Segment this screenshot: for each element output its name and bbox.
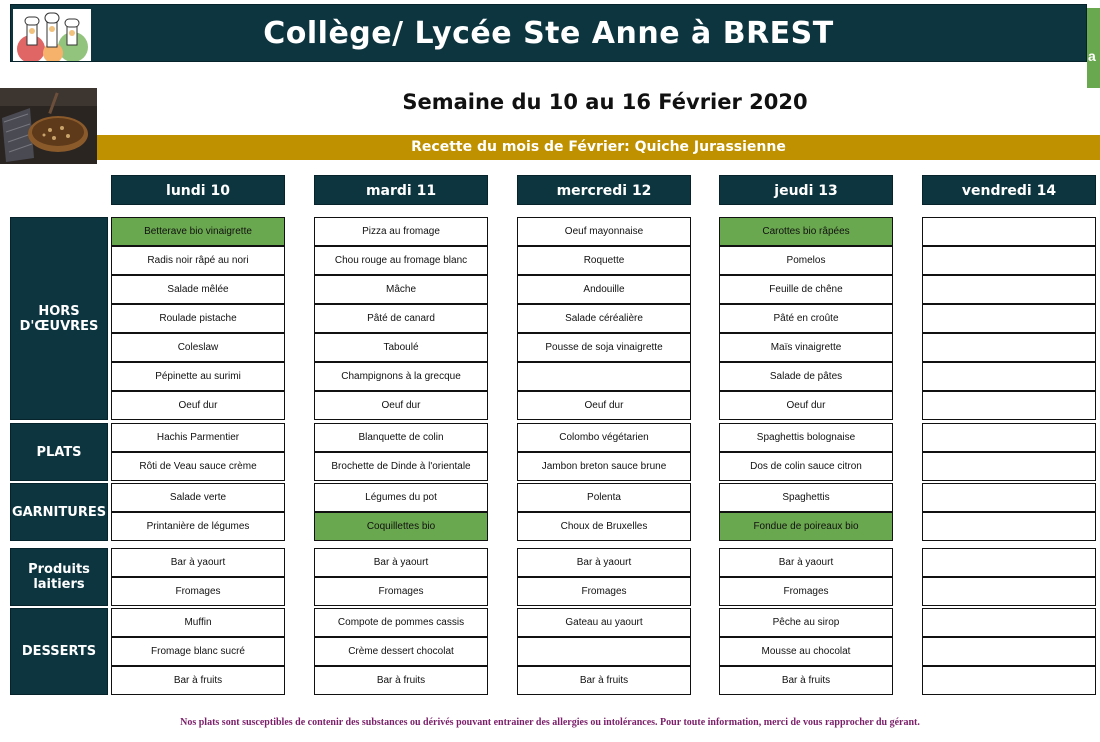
menu-cell: Rôti de Veau sauce crème bbox=[111, 452, 285, 481]
menu-cell: Bar à fruits bbox=[314, 666, 488, 695]
menu-cell: Hachis Parmentier bbox=[111, 423, 285, 452]
menu-cell: Muffin bbox=[111, 608, 285, 637]
menu-cell: Colombo végétarien bbox=[517, 423, 691, 452]
side-tab bbox=[1087, 8, 1100, 88]
menu-cell: Fromage blanc sucré bbox=[111, 637, 285, 666]
menu-cell: Salade mêlée bbox=[111, 275, 285, 304]
menu-cell: Fondue de poireaux bio bbox=[719, 512, 893, 541]
menu-cell: Roulade pistache bbox=[111, 304, 285, 333]
menu-cell bbox=[922, 423, 1096, 452]
day-header-jeudi: jeudi 13 bbox=[719, 175, 893, 205]
quiche-photo-icon bbox=[0, 88, 97, 164]
menu-cell: Légumes du pot bbox=[314, 483, 488, 512]
menu-cell: Chou rouge au fromage blanc bbox=[314, 246, 488, 275]
menu-cell bbox=[922, 483, 1096, 512]
category-garnitures: GARNITURES bbox=[10, 483, 108, 541]
menu-cell: Dos de colin sauce citron bbox=[719, 452, 893, 481]
menu-cell bbox=[922, 391, 1096, 420]
menu-cell: Bar à yaourt bbox=[719, 548, 893, 577]
menu-cell: Choux de Bruxelles bbox=[517, 512, 691, 541]
menu-cell bbox=[922, 362, 1096, 391]
menu-cell bbox=[922, 333, 1096, 362]
menu-cell: Champignons à la grecque bbox=[314, 362, 488, 391]
menu-cell: Gateau au yaourt bbox=[517, 608, 691, 637]
menu-cell: Polenta bbox=[517, 483, 691, 512]
menu-cell: Fromages bbox=[314, 577, 488, 606]
menu-cell: Taboulé bbox=[314, 333, 488, 362]
menu-cell: Pâté en croûte bbox=[719, 304, 893, 333]
menu-cell bbox=[922, 246, 1096, 275]
menu-cell: Jambon breton sauce brune bbox=[517, 452, 691, 481]
menu-cell: Brochette de Dinde à l'orientale bbox=[314, 452, 488, 481]
recipe-banner-text: Recette du mois de Février: Quiche Jurassienne bbox=[411, 139, 786, 155]
menu-cell bbox=[922, 304, 1096, 333]
day-header-vendredi: vendredi 14 bbox=[922, 175, 1096, 205]
menu-cell: Compote de pommes cassis bbox=[314, 608, 488, 637]
menu-cell: Pâté de canard bbox=[314, 304, 488, 333]
menu-cell: Oeuf dur bbox=[111, 391, 285, 420]
menu-cell: Roquette bbox=[517, 246, 691, 275]
menu-cell: Oeuf mayonnaise bbox=[517, 217, 691, 246]
menu-cell: Salade verte bbox=[111, 483, 285, 512]
menu-cell bbox=[922, 275, 1096, 304]
category-hors-doeuvres: HORS D'ŒUVRES bbox=[10, 217, 108, 420]
menu-cell bbox=[922, 577, 1096, 606]
category-produits-laitiers: Produits laitiers bbox=[10, 548, 108, 606]
menu-cell bbox=[517, 362, 691, 391]
menu-cell bbox=[922, 666, 1096, 695]
menu-cell bbox=[517, 637, 691, 666]
menu-cell: Fromages bbox=[719, 577, 893, 606]
page-title: Collège/ Lycée Ste Anne à BREST bbox=[263, 16, 834, 51]
menu-cell bbox=[922, 608, 1096, 637]
menu-cell: Oeuf dur bbox=[314, 391, 488, 420]
menu-cell: Bar à yaourt bbox=[314, 548, 488, 577]
menu-cell: Andouille bbox=[517, 275, 691, 304]
menu-cell bbox=[922, 217, 1096, 246]
menu-cell: Mousse au chocolat bbox=[719, 637, 893, 666]
category-desserts: DESSERTS bbox=[10, 608, 108, 695]
menu-cell: Pépinette au surimi bbox=[111, 362, 285, 391]
menu-cell: Salade de pâtes bbox=[719, 362, 893, 391]
menu-cell bbox=[922, 548, 1096, 577]
menu-cell: Printanière de légumes bbox=[111, 512, 285, 541]
menu-cell: Betterave bio vinaigrette bbox=[111, 217, 285, 246]
menu-cell: Oeuf dur bbox=[517, 391, 691, 420]
menu-cell bbox=[922, 452, 1096, 481]
menu-cell: Blanquette de colin bbox=[314, 423, 488, 452]
menu-cell: Mâche bbox=[314, 275, 488, 304]
recipe-banner bbox=[97, 135, 1100, 160]
menu-cell: Pizza au fromage bbox=[314, 217, 488, 246]
side-tab-letter: a bbox=[1088, 48, 1096, 64]
menu-cell: Carottes bio râpées bbox=[719, 217, 893, 246]
menu-cell: Bar à fruits bbox=[111, 666, 285, 695]
menu-cell bbox=[922, 637, 1096, 666]
menu-cell: Radis noir râpé au nori bbox=[111, 246, 285, 275]
menu-cell: Bar à yaourt bbox=[111, 548, 285, 577]
menu-cell: Maïs vinaigrette bbox=[719, 333, 893, 362]
menu-cell: Bar à fruits bbox=[719, 666, 893, 695]
menu-cell: Bar à fruits bbox=[517, 666, 691, 695]
menu-cell: Salade céréalière bbox=[517, 304, 691, 333]
menu-cell: Spaghettis bolognaise bbox=[719, 423, 893, 452]
menu-cell: Pousse de soja vinaigrette bbox=[517, 333, 691, 362]
menu-cell: Fromages bbox=[111, 577, 285, 606]
menu-cell: Coleslaw bbox=[111, 333, 285, 362]
menu-cell: Pomelos bbox=[719, 246, 893, 275]
day-header-mardi: mardi 11 bbox=[314, 175, 488, 205]
week-title: Semaine du 10 au 16 Février 2020 bbox=[402, 90, 808, 114]
title-bar bbox=[10, 4, 1087, 62]
day-header-lundi: lundi 10 bbox=[111, 175, 285, 205]
menu-cell: Fromages bbox=[517, 577, 691, 606]
menu-cell: Oeuf dur bbox=[719, 391, 893, 420]
day-header-mercredi: mercredi 12 bbox=[517, 175, 691, 205]
menu-cell: Crème dessert chocolat bbox=[314, 637, 488, 666]
menu-cell: Coquillettes bio bbox=[314, 512, 488, 541]
menu-cell: Bar à yaourt bbox=[517, 548, 691, 577]
menu-cell: Spaghettis bbox=[719, 483, 893, 512]
allergy-notice: Nos plats sont susceptibles de contenir des substances ou dérivés pouvant entrainer des allergies ou intolérances. Pour toute information, merci de vous rapprocher du gérant. bbox=[180, 717, 920, 728]
category-plats: PLATS bbox=[10, 423, 108, 481]
menu-cell: Pêche au sirop bbox=[719, 608, 893, 637]
menu-cell: Feuille de chêne bbox=[719, 275, 893, 304]
menu-cell bbox=[922, 512, 1096, 541]
